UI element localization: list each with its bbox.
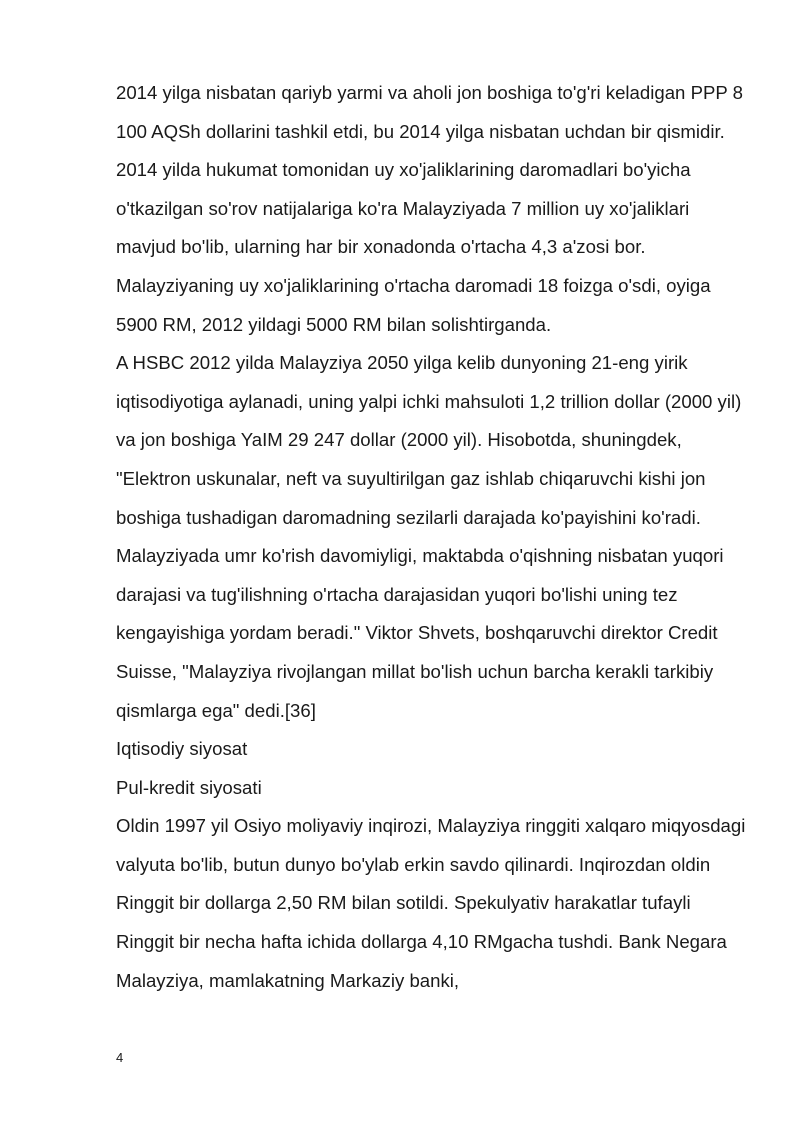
paragraph-hsbc-forecast: A HSBC 2012 yilda Malayziya 2050 yilga kelib dunyoning 21-eng yirik iqtisodiyotiga aylanadi, uning yalpi ichki mahsuloti 1,2 trillion dollar (2000 yil) va jon boshiga YaIM 29 247 dollar (2000 yil). Hisobotda, shuningdek, "Elektron uskunalar, neft va suyultirilgan gaz ishlab chiqaruvchi kishi jon boshiga tushadigan daromadning sezilarli darajada ko'payishini ko'radi. Malayziyada umr ko'rish davomiyligi, maktabda o'qishning nisbatan yuqori darajasi va tug'ilishning o'rtacha darajasidan yuqori bo'lishi uning tez kengayishiga yordam beradi." Viktor Shvets, boshqaruvchi direktor Credit Suisse, "Malayziya rivojlangan millat bo'lish uchun barcha kerakli tarkibiy qismlarga ega" dedi.[36]: [116, 352, 742, 721]
paragraph-asian-crisis: Oldin 1997 yil Osiyo moliyaviy inqirozi, Malayziya ringgiti xalqaro miqyosdagi valyuta bo'lib, butun dunyo bo'ylab erkin savdo qilinardi. Inqirozdan oldin Ringgit bir dollarga 2,50 RM bilan sotildi. Spekulyativ harakatlar tufayli Ringgit bir necha hafta ichida dollarga 4,10 RMgacha tushdi. Bank Negara Malayziya, mamlakatning Markaziy banki,: [116, 815, 746, 991]
page-number: 4: [116, 1050, 124, 1065]
heading-economic-policy: Iqtisodiy siyosat: [116, 738, 248, 760]
paragraph-ppp-income: 2014 yilga nisbatan qariyb yarmi va aholi jon boshiga to'g'ri keladigan PPP 8 100 AQSh dollarini tashkil etdi, bu 2014 yilga nisbatan uchdan bir qismidir.: [116, 82, 743, 142]
heading-monetary-policy: Pul-kredit siyosati: [116, 776, 262, 798]
paragraph-household-survey: 2014 yilda hukumat tomonidan uy xo'jaliklarining daromadlari bo'yicha o'tkazilgan so'rov natijalariga ko'ra Malayziyada 7 million uy xo'jaliklari mavjud bo'lib, ularning har bir xonadonda o'rtacha 4,3 a'zosi bor. Malayziyaning uy xo'jaliklarining o'rtacha daromadi 18 foizga o'sdi, oyiga 5900 RM, 2012 yildagi 5000 RM bilan solishtirganda.: [116, 159, 711, 335]
document-body: [116, 74, 746, 1000]
